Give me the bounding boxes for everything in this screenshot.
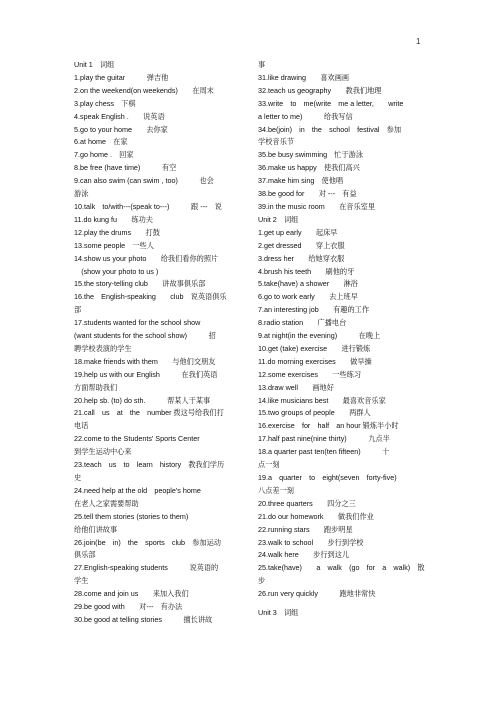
text-line: 点一刻: [258, 460, 280, 470]
text-line: 在老人之家需要帮助: [74, 498, 139, 508]
text-line: 4.brush his teeth 刷他的牙: [258, 266, 355, 276]
text-line: 14.show us your photo 给我们看你的照片: [74, 253, 219, 263]
text-line: 13.some people 一些人: [74, 240, 154, 250]
text-line: 部: [74, 305, 82, 315]
text-line: 27.English-speaking students 说英语的: [74, 563, 219, 573]
text-line: 16.the English-speaking club 说英语俱乐: [74, 292, 227, 302]
text-line: 10.talk to/with---(speak to---) 跟 --- 说: [74, 201, 222, 211]
text-line: 17.students wanted for the school show: [74, 318, 201, 328]
text-line: 25.tell them stories (stories to them): [74, 511, 189, 521]
text-line: 29.be good with 对--- 有办法: [74, 602, 183, 612]
text-line: 事: [258, 60, 266, 69]
text-line: 24.need help at the old people's home: [74, 485, 201, 495]
page-number: 1: [416, 37, 421, 46]
text-line: 39.in the music room 在音乐室里: [258, 201, 376, 211]
text-line: 20.three quarters 四分之三: [258, 498, 356, 508]
text-line: a letter to me) 给我写信: [258, 111, 353, 121]
text-line: 13.draw well 画地好: [258, 382, 334, 392]
text-line: 5.take(have) a shower 淋浴: [258, 279, 358, 289]
text-line: 3.dress her 给她穿衣服: [258, 253, 345, 263]
text-line: 12.play the drums 打鼓: [74, 227, 160, 237]
text-line: Unit 1 词组: [74, 60, 115, 69]
text-line: 11.do kung fu 练功夫: [74, 214, 153, 224]
text-line: 34.be(join) in the school festival 参加: [258, 124, 402, 134]
text-line: Unit 2 词组: [258, 214, 299, 224]
text-line: 31.like drawing 喜欢画画: [258, 72, 350, 82]
text-line: (want students for the school show) 招: [74, 331, 216, 341]
text-line: 24.walk here 步行到这儿: [258, 550, 350, 560]
text-line: 23.walk to school 步行到学校: [258, 537, 364, 547]
text-line: 电话: [74, 421, 89, 431]
text-line: 26.run very quickly 跑地非常快: [258, 589, 376, 599]
text-line: 学生: [74, 576, 89, 586]
text-line: 17.half past nine(nine thirty) 九点半: [258, 434, 390, 444]
text-line: 20.help sb. (to) do sth. 帮某人干某事: [74, 395, 211, 405]
text-line: 38.be good for 对 --- 有益: [258, 189, 357, 199]
text-line: 11.do morning exercises 做早操: [258, 356, 372, 366]
text-line: 33.write to me(write me a letter, write: [258, 98, 404, 108]
text-line: 37.make him sing 使他唱: [258, 176, 344, 186]
text-line: 史: [74, 473, 82, 482]
text-line: 22.running stars 跑步明星: [258, 524, 353, 534]
text-line: 1.play the guitar 弹吉他: [74, 72, 169, 82]
text-line: 19.a quarter to eight(seven forty-five): [258, 473, 397, 482]
text-line: 4.speak English . 说英语: [74, 111, 165, 121]
text-line: 16.exercise for half an hour 锻炼半小时: [258, 421, 399, 431]
text-line: 8.be free (have time) 有空: [74, 163, 177, 173]
text-line: 36.make us happy 使我们高兴: [258, 163, 360, 173]
text-line: 2.get dressed 穿上衣服: [258, 240, 345, 250]
text-line: 22.come to the Students' Sports Center: [74, 434, 200, 444]
text-line: 35.be busy swimming 忙于游泳: [258, 150, 364, 160]
text-line: 10.get (take) exercise 进行锻炼: [258, 343, 371, 353]
text-line: 19.help us with our English 在我们英语: [74, 369, 218, 379]
left-column: [74, 59, 252, 627]
text-line: 到学生运动中心来: [74, 447, 132, 457]
text-line: 2.on the weekend(on weekends) 在周末: [74, 85, 214, 95]
text-line: 25.take(have) a walk (go for a walk) 散: [258, 563, 425, 573]
right-column: [258, 59, 436, 620]
text-line: 21.do our homework 做我们作业: [258, 511, 374, 521]
text-line: 9.can also swim (can swim , too) 也会: [74, 176, 214, 186]
text-line: 7.go home . 回家: [74, 150, 134, 160]
text-line: 28.come and join us 来加入我们: [74, 589, 189, 599]
text-line: 1.get up early 起床早: [258, 227, 338, 237]
text-line: 9.at night(in the evening) 在晚上: [258, 331, 381, 341]
text-line: 8.radio station 广播电台: [258, 318, 347, 328]
text-line: 5.go to your home 去你家: [74, 124, 168, 134]
text-line: 12.some exercises 一些练习: [258, 369, 362, 379]
text-line: 14.like musicians best 最喜欢音乐家: [258, 395, 386, 405]
text-line: 26.join(be in) the sports club 参加运动: [74, 537, 221, 547]
text-line: 给他们讲故事: [74, 524, 118, 534]
text-line: 7.an interesting job 有趣的工作: [258, 305, 370, 315]
text-line: 15.the story-telling club 讲故事俱乐部: [74, 279, 206, 289]
text-line: (show your photo to us ): [74, 266, 159, 276]
text-line: 32.teach us geography 教我们地理: [258, 85, 382, 95]
text-line: 30.be good at telling stories 擅长讲故: [74, 614, 213, 624]
text-line: 方面帮助我们: [74, 382, 118, 392]
text-line: 学校音乐节: [258, 137, 294, 147]
text-line: 15.two groups of people 两群人: [258, 408, 371, 418]
text-line: 23.teach us to learn history 教我们学历: [74, 460, 225, 470]
text-line: 6.at home 在家: [74, 137, 128, 147]
text-line: 3.play chess 下棋: [74, 98, 136, 108]
text-line: 游泳: [74, 189, 89, 199]
text-line: 聘学校表演的学生: [74, 343, 132, 353]
text-line: 18.a quarter past ten(ten fifteen) 十: [258, 447, 390, 457]
text-line: 18.make friends with them 与他们交朋友: [74, 356, 216, 366]
text-line: 俱乐部: [74, 550, 96, 560]
text-line: 八点差一刻: [258, 485, 294, 495]
text-line: 21.call us at the number 拨这号给我们打: [74, 408, 224, 418]
text-line: Unit 3 词组: [258, 608, 299, 618]
text-line: 步: [258, 576, 266, 586]
text-line: 6.go to work early 去上班早: [258, 292, 358, 302]
